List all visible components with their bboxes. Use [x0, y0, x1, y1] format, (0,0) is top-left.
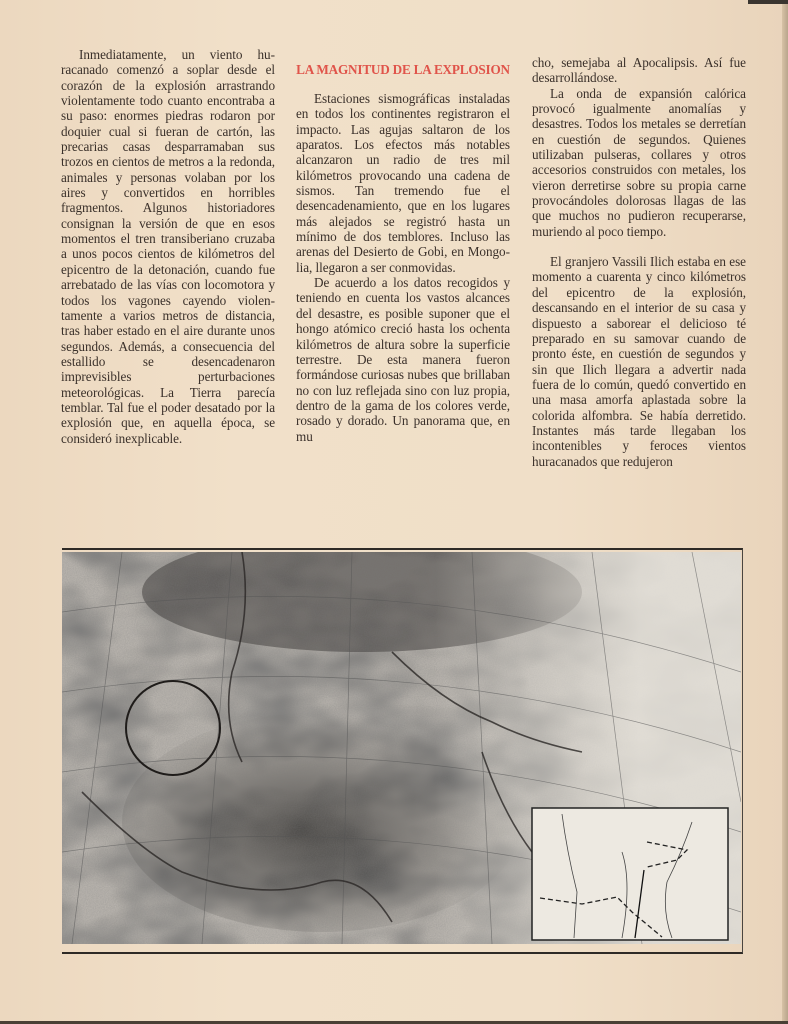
inset-map [532, 808, 728, 940]
paragraph: El granjero Vassili Ilich estaba en ese momento a cuarenta y cinco kilómetros del epicentro de la explosión, descansando en el interior de su casa y dispuesto a saborear el delicioso té preparado en su samovar cuando de pronto éste, en cuestión de segundos y sin que Ilich llegara a advertir nada fuera de lo común, quedó convertido en una masa amorfa aplastada sobre la colorida alfombra. Se había derretido. Instantes más tarde llegaban los incontenibles y feroces vientos huracanados que redujeron [532, 254, 746, 469]
siberia-map-figure [62, 552, 741, 944]
article-column-2 [296, 47, 510, 444]
paragraph: La onda de expansión calórica provocó igualmente anomalías y desastres. Todos los metales se derretían en cuestión de segundos. Quienes utilizaban pulseras, collares y otros accesorios construidos con metales, los vieron derretirse sobre su propia carne provocándoles dolorosas llagas de las que muchos no pudieron recuperarse, muriendo al poco tiempo. [532, 85, 746, 239]
paragraph: Estaciones sismográficas instaladas en todos los continentes registraron el impacto. Las agujas saltaron de los aparatos. Los efectos más notables alcanzaron un radio de tres mil kilómetros provocando una cadena de sismos. Tan tremendo fue el desencadenamiento, que en los lugares más alejados se registró hasta un mínimo de dos temblores. Incluso las arenas del Desierto de Gobi, en Mongolia, llegaron a ser conmovidas. [296, 91, 510, 275]
page-edge-shadow [782, 0, 788, 1024]
continued-paragraph: cho, semejaba al Apocalipsis. Así fue desarrollándose. [532, 55, 746, 86]
article-column-1 [61, 47, 275, 446]
section-heading: LA MAGNITUD DE LA EXPLOSION [296, 62, 510, 77]
inset-map-background [532, 808, 728, 940]
page-corner-shadow [748, 0, 788, 4]
paragraph: Inmediatamente, un viento huracanado comenzó a soplar desde el corazón de la explosión arrastrando violentamente todo cuanto encontraba a su paso: enormes piedras rodaron por doquier cual si fueran de cartón, las precarias casas desparramaban sus trozos en cientos de metros a la redonda, animales y personas volaban por los aires y convertidos en horribles fragmentos. Algunos historiadores consignan la versión de que en esos momentos el tren transiberiano cruzaba a unos pocos cientos de kilómetros del epicentro de la detonación, cuando fue arrebatado de las vías con locomotora y todos los vagones cayendo violentamente a varios metros de distancia, tras haber estado en el aire durante unos segundos. Además, a consecuencia del estallido se desencadenaron imprevisibles perturbaciones meteorológicas. La Tierra parecía temblar. Tal fue el poder desatado por la explosión que, en aquella época, se consideró inexplicable. [61, 47, 275, 446]
article-column-3 [532, 55, 746, 469]
paragraph: De acuerdo a los datos recogidos y teniendo en cuenta los vastos alcances del desastre, es posible suponer que el hongo atómico creció hasta los ochenta kilómetros de altura sobre la superficie terrestre. De esta manera fueron formándose curiosas nubes que brillaban no con luz reflejada sino con luz propia, dentro de la gama de los colores verde, rosado y dorado. Un panorama que, en mu [296, 275, 510, 444]
